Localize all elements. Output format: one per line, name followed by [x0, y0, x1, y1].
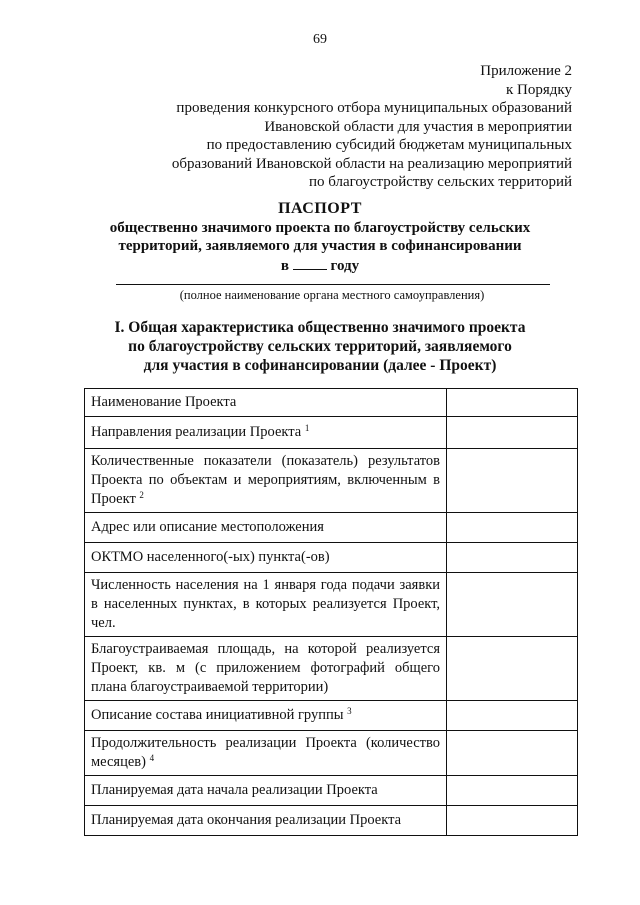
footnote-marker: 4 — [149, 753, 155, 763]
row-value-cell — [447, 637, 578, 701]
title-year-line — [0, 256, 640, 276]
row-value-cell — [447, 573, 578, 637]
row-value-cell — [447, 513, 578, 543]
year-prefix: в — [280, 257, 289, 274]
row-label-cell — [85, 701, 447, 731]
row-label: Продолжительность реализации Проекта (количество месяцев) — [91, 735, 440, 770]
table-row — [85, 513, 578, 543]
org-name-caption: (полное наименование органа местного самоуправления) — [179, 288, 485, 302]
row-value-cell — [447, 806, 578, 836]
appendix-line: по предоставлению субсидий бюджетам муниципальных — [206, 137, 572, 153]
table-row — [85, 701, 578, 731]
table-row — [85, 806, 578, 836]
row-label-cell — [85, 513, 447, 543]
year-blank — [293, 256, 327, 270]
appendix-header — [172, 62, 572, 192]
row-label-cell — [85, 731, 447, 776]
row-label-cell — [85, 417, 447, 449]
appendix-line: образований Ивановской области на реализацию мероприятий — [171, 155, 572, 172]
table-body — [85, 389, 578, 836]
section-title-line: I. Общая характеристика общественно значимого проекта — [114, 319, 526, 336]
title-main: ПАСПОРТ — [278, 200, 362, 217]
row-label: Благоустраиваемая площадь, на которой реализуется Проект, кв. м (с приложением фотографий общего плана благоустраиваемой территории) — [91, 641, 440, 695]
table-row — [85, 776, 578, 806]
project-characteristics-table — [84, 388, 578, 836]
page-number: 69 — [313, 32, 327, 47]
row-value-cell — [447, 701, 578, 731]
appendix-line: по благоустройству сельских территорий — [308, 174, 572, 190]
row-label-cell — [85, 449, 447, 513]
title-line: территорий, заявляемого для участия в софинансировании — [118, 238, 522, 254]
row-label: Описание состава инициативной группы — [91, 707, 344, 723]
row-label-cell — [85, 776, 447, 806]
appendix-line: Ивановской области для участия в мероприятии — [264, 118, 572, 135]
title-line: общественно значимого проекта по благоустройству сельских — [109, 219, 531, 236]
document-title — [0, 200, 640, 275]
year-suffix: году — [330, 257, 360, 274]
row-value-cell — [447, 449, 578, 513]
row-label-cell — [85, 637, 447, 701]
row-label: Планируемая дата начала реализации Проекта — [91, 782, 378, 798]
appendix-line: Приложение 2 — [480, 63, 572, 79]
table-row — [85, 731, 578, 776]
table-row — [85, 543, 578, 573]
table-row — [85, 417, 578, 449]
row-label-cell — [85, 573, 447, 637]
table-row — [85, 449, 578, 513]
row-label-cell — [85, 806, 447, 836]
row-label: Наименование Проекта — [91, 394, 237, 410]
row-value-cell — [447, 417, 578, 449]
section-title-line: по благоустройству сельских территорий, заявляемого — [128, 338, 512, 355]
table-row — [85, 637, 578, 701]
row-value-cell — [447, 776, 578, 806]
row-label: Направления реализации Проекта — [91, 424, 302, 440]
row-label: Адрес или описание местоположения — [91, 519, 324, 535]
row-label-cell — [85, 543, 447, 573]
section-title — [0, 318, 640, 375]
footnote-marker: 2 — [139, 490, 144, 500]
row-label: ОКТМО населенного(-ых) пункта(-ов) — [91, 549, 330, 565]
row-value-cell — [447, 731, 578, 776]
appendix-line: проведения конкурсного отбора муниципальных образований — [176, 100, 572, 116]
row-label: Количественные показатели (показатель) результатов Проекта по объектам и мероприятиям, включенным в Проект — [91, 453, 440, 507]
row-value-cell — [447, 389, 578, 417]
footnote-marker: 1 — [304, 423, 310, 433]
table-row — [85, 389, 578, 417]
section-title-line: для участия в софинансировании (далее - Проект) — [143, 357, 497, 374]
row-label: Планируемая дата окончания реализации Проекта — [91, 812, 402, 828]
row-value-cell — [447, 543, 578, 573]
row-label: Численность населения на 1 января года подачи заявки в населенных пунктах, в которых реализуется Проект, чел. — [91, 577, 440, 631]
appendix-line: к Порядку — [506, 81, 572, 98]
footnote-marker: 3 — [347, 706, 352, 716]
org-name-blank-line — [116, 284, 550, 285]
row-label-cell — [85, 389, 447, 417]
table-row — [85, 573, 578, 637]
